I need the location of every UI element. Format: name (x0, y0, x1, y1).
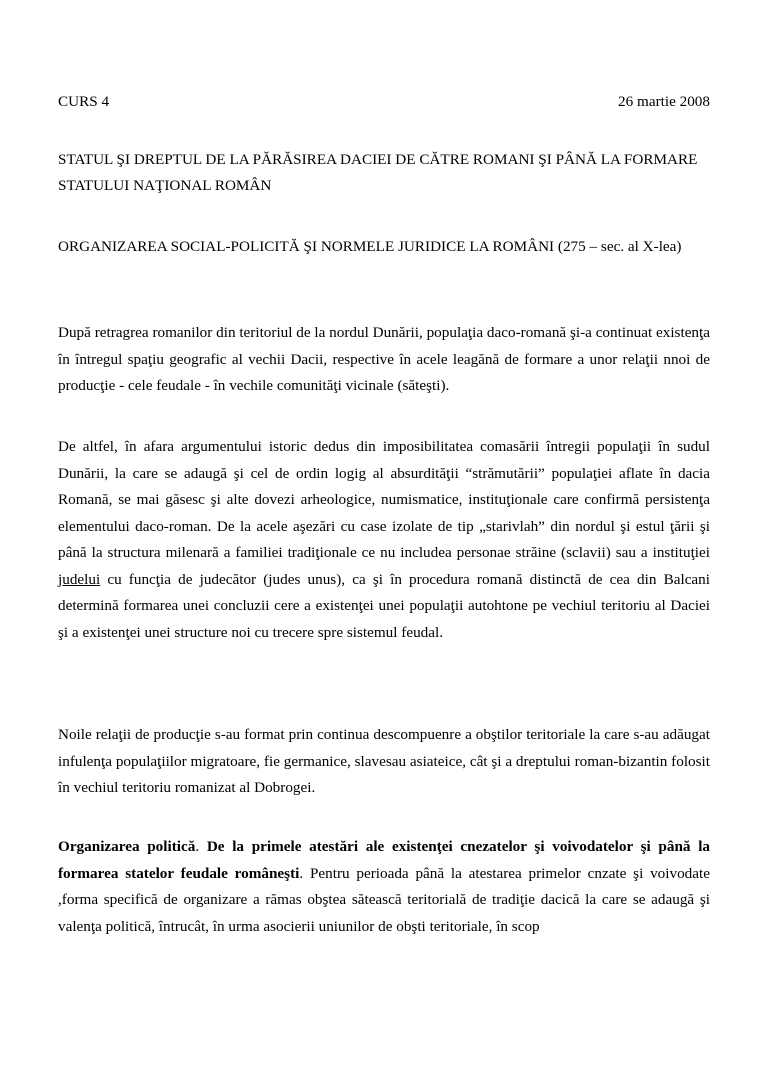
document-header (58, 92, 710, 112)
underlined-term-judelui: judelui (58, 570, 101, 588)
paragraph-2-text-b: cu funcţia de judecător (judes unus), ca şi în procedura romană distinctă de cea din Balcani determină formarea unei concluzii cere a existenţei unei populaţii autohtone pe vechiul teritoriu al Daciei şi a existenţei unei structure noi cu trecere spre sistemul feudal. (58, 570, 710, 641)
section-title: ORGANIZAREA SOCIAL-POLICITĂ ŞI NORMELE JURIDICE LA ROMÂNI (275 – sec. al X-lea) (58, 238, 682, 255)
bold-heading-period: De la primele atestări ale existenţei cnezatelor şi voivodatelor şi până la formarea statelor feudale româneşti (58, 838, 711, 882)
bold-heading-organizarea-politica: Organizarea politică (58, 838, 196, 855)
main-title: STATUL ŞI DREPTUL DE LA PĂRĂSIREA DACIEI DE CĂTRE ROMANI ŞI PÂNĂ LA FORMARE STATULUI NAŢIONAL ROMÂN (58, 151, 698, 194)
paragraph-2 (58, 434, 710, 646)
course-label: CURS 4 (58, 93, 110, 110)
paragraph-1: După retragrea romanilor din teritoriul de la nordul Dunării, populaţia daco-romană şi-a continuat existenţa în întregul spaţiu geografic al vechii Dacii, respective în acele leagănă de formare a unor relaţii nnoi de producţie - cele feudale - în vechile comunităţi vicinale (săteşti). (58, 324, 710, 394)
heading-separator: . (195, 838, 207, 855)
paragraph-4-text: . Pentru perioada până la atestarea primelor cnzate şi voivodate ,forma specifică de organizare a rămas obştea sătească teritorială de tradiţie dacică la care se adaugă şi valenţa politică, întrucât, în urma asocierii uniunilor de obşti teritoriale, în scop (58, 864, 710, 935)
paragraph-3: Noile relaţii de producţie s-au format prin continua descompuenre a obştilor teritoriale la care s-au adăugat infulenţa populaţiilor migratoare, fie germanice, slavesau asiateice, cât şi a dreptului roman-bizantin folosit în vechiul teritoriu romanizat al Dobrogei. (58, 726, 710, 796)
course-date: 26 martie 2008 (618, 93, 710, 110)
paragraph-2-text-a: De altfel, în afara argumentului istoric dedus din imposibilitatea comasării întregii populaţii în sudul Dunării, la care se adaugă şi cel de ordin logig al absurdităţii “strămutării” populaţiei aflate în dacia Romană, se mai găsesc şi alte dovezi arheologice, numismatice, instituţionale care confirmă persistenţa elementului daco-roman. De la acele aşezări cu case izolate de tip „starivlah” din nordul şi estul ţării şi până la structura milenară a familiei tradiţionale ce nu includea personae străine (sclavii) sau a instituţiei (58, 438, 710, 561)
paragraph-4 (58, 834, 710, 940)
